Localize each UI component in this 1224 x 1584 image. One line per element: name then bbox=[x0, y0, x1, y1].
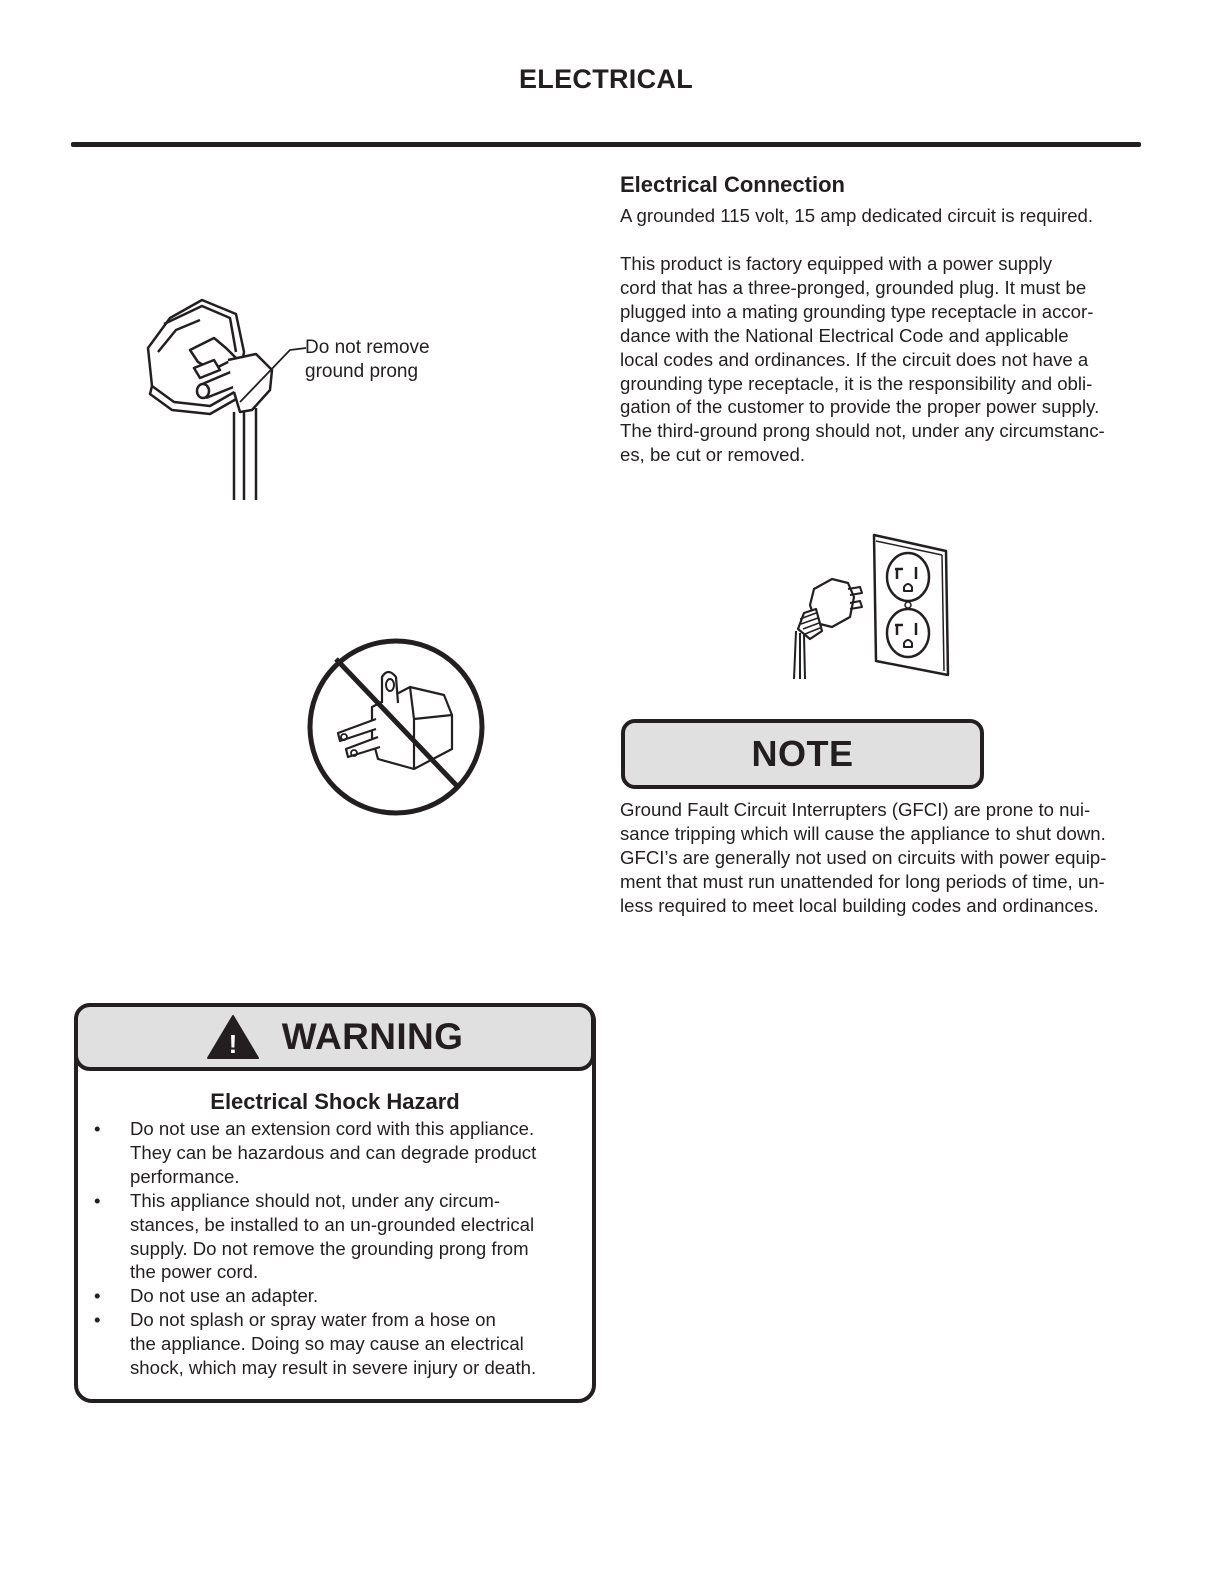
warning-bullets bbox=[78, 1117, 536, 1380]
bullet-line: stances, be installed to an un-grounded electrical bbox=[130, 1213, 535, 1235]
bullet-line: Do not use an extension cord with this appliance. bbox=[130, 1118, 535, 1139]
bullet-line: Do not use an adapter. bbox=[130, 1285, 319, 1307]
bullet-line: performance. bbox=[130, 1165, 240, 1187]
wall-outlet-icon bbox=[786, 533, 956, 683]
plug-callout bbox=[305, 336, 430, 384]
connection-paragraph bbox=[620, 252, 1145, 467]
paragraph-line: cord that has a three-pronged, grounded plug. It must be bbox=[620, 276, 1087, 298]
paragraph-line: local codes and ordinances. If the circuit does not have a bbox=[620, 348, 1089, 370]
bullet-dot: • bbox=[94, 1189, 101, 1211]
requirement-text bbox=[620, 204, 1145, 228]
callout-line: Do not remove bbox=[305, 337, 430, 358]
note-line: sance tripping which will cause the appliance to shut down. bbox=[620, 822, 1106, 844]
bullet-line: the appliance. Doing so may cause an electrical bbox=[130, 1333, 524, 1355]
note-label: NOTE bbox=[751, 733, 854, 774]
three-prong-plug-icon bbox=[140, 290, 310, 505]
bullet-line: supply. Do not remove the grounding prong from bbox=[130, 1237, 529, 1259]
header-rule bbox=[71, 142, 1141, 147]
bullet-dot: • bbox=[94, 1118, 101, 1139]
warning-label: WARNING bbox=[281, 1016, 464, 1057]
bullet-line: the power cord. bbox=[130, 1261, 259, 1283]
warning-icon-glyph: ! bbox=[228, 1029, 238, 1059]
no-adapter-icon bbox=[306, 637, 486, 817]
page-title: ELECTRICAL bbox=[519, 64, 693, 94]
paragraph-line: plugged into a mating grounding type receptacle in accor- bbox=[620, 300, 1094, 322]
section-heading: Electrical Connection bbox=[620, 172, 845, 197]
bullet-dot: • bbox=[94, 1285, 101, 1307]
bullet-line: They can be hazardous and can degrade product bbox=[130, 1141, 537, 1163]
warning-triangle-icon bbox=[206, 1014, 260, 1060]
paragraph-line: dance with the National Electrical Code and applicable bbox=[620, 324, 1069, 346]
warning-box bbox=[74, 1003, 596, 1403]
paragraph-line: gation of the customer to provide the proper power supply. bbox=[620, 396, 1100, 418]
paragraph-line: grounding type receptacle, it is the responsibility and obli- bbox=[620, 372, 1093, 394]
list-item bbox=[78, 1117, 536, 1189]
note-line: ment that must run unattended for long periods of time, un- bbox=[620, 870, 1105, 892]
bullet-line: Do not splash or spray water from a hose on bbox=[130, 1309, 496, 1331]
note-line: GFCI’s are generally not used on circuits with power equip- bbox=[620, 846, 1107, 868]
note-line: less required to meet local building codes and ordinances. bbox=[620, 894, 1099, 916]
paragraph-line: The third-ground prong should not, under any circumstanc- bbox=[620, 420, 1105, 442]
hazard-heading: Electrical Shock Hazard bbox=[210, 1089, 460, 1114]
note-line: Ground Fault Circuit Interrupters (GFCI) are prone to nui- bbox=[620, 799, 1091, 820]
list-item bbox=[78, 1284, 536, 1308]
paragraph-line: This product is factory equipped with a power supply bbox=[620, 253, 1053, 274]
list-item bbox=[78, 1308, 536, 1380]
list-item bbox=[78, 1189, 536, 1285]
requirement-line: A grounded 115 volt, 15 amp dedicated circuit is required. bbox=[620, 205, 1094, 226]
bullet-line: This appliance should not, under any circum- bbox=[130, 1189, 501, 1211]
note-text bbox=[620, 798, 1145, 918]
note-banner bbox=[621, 719, 984, 789]
paragraph-line: es, be cut or removed. bbox=[620, 444, 805, 466]
bullet-line: shock, which may result in severe injury or death. bbox=[130, 1357, 537, 1379]
warning-header bbox=[74, 1003, 595, 1071]
callout-line: ground prong bbox=[305, 361, 419, 382]
bullet-dot: • bbox=[94, 1309, 101, 1331]
